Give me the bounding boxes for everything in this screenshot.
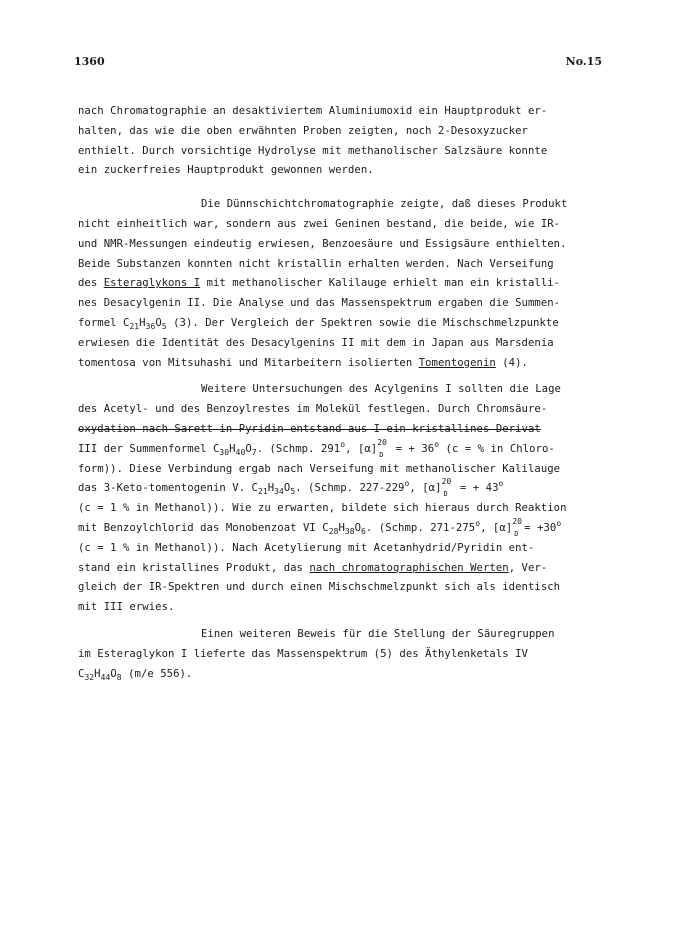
text-line: form)). Diese Verbindung ergab nach Verseifung mit methanolischer Kalilauge xyxy=(78,462,561,475)
text-line: Beide Substanzen konnten nicht kristallin erhalten werden. Nach Verseifung xyxy=(78,257,554,270)
paragraph-3 xyxy=(78,380,618,618)
text-line: gleich der IR-Spektren und durch einen Mischschmelzpunkt sich als identisch xyxy=(78,581,561,594)
paragraph-1 xyxy=(78,102,618,181)
text-line: $C_{32}H_{44}O_8$ (m/e 556). xyxy=(78,667,193,682)
text-line: III der Summenformel $C_{30}H_{40}O_7$. (Schmp. 291$^o$, [α] 20 D = + $36^o$ (c = % in Chloro- xyxy=(78,437,555,459)
text-line: nicht einheitlich war, sondern aus zwei Geninen bestand, die beide, wie IR- xyxy=(78,217,561,230)
text-line: nach Chromatographie an desaktiviertem Aluminiumoxid ein Hauptprodukt er- xyxy=(78,105,548,117)
paragraph-4 xyxy=(78,625,618,684)
text-line: tomentosa von Mitsuhashi und Mitarbeitern isolierten Tomentogenin (4). xyxy=(78,356,528,369)
text-line: ein zuckerfreies Hauptprodukt gewonnen werden. xyxy=(78,164,374,177)
text-line: und NMR-Messungen eindeutig erwiesen, Benzoesäure und Essigsäure enthielten. xyxy=(78,237,567,250)
body-text xyxy=(78,102,618,684)
underlined-term: nach chromatographischen Werten xyxy=(309,561,509,574)
text-line: mit III erwies. xyxy=(78,601,175,614)
text-line: Die Dünnschichtchromatographie zeigte, daß dieses Produkt xyxy=(201,198,568,211)
underlined-term: Esteraglykons I xyxy=(103,277,201,290)
text-line: nes Desacylgenin II. Die Analyse und das Massenspektrum ergaben die Summen- xyxy=(78,297,561,310)
text-line: des Acetyl- und des Benzoylrestes im Molekül festlegen. Durch Chromsäure- xyxy=(78,403,548,416)
underlined-term: Tomentogenin xyxy=(418,356,496,369)
text-line: Weitere Untersuchungen des Acylgenins I sollten die Lage xyxy=(201,383,561,396)
text-line: enthielt. Durch vorsichtige Hydrolyse mit methanolischer Salzsäure konnte xyxy=(78,144,548,157)
text-line: des Esteraglykons I mit methanolischer Kalilauge erhielt man ein kristalli- xyxy=(78,277,561,290)
text-line: erwiesen die Identität des Desacylgenins II mit dem in Japan aus Marsdenia xyxy=(78,336,554,349)
text-line: (c = 1 % in Methanol)). Wie zu erwarten, bildete sich hieraus durch Reaktion xyxy=(78,502,567,515)
text-line: formel $C_{21}H_{36}O_5$ (3). Der Vergleich der Spektren sowie die Mischschmelzpunkte xyxy=(78,316,559,331)
text-line: stand ein kristallines Produkt, das nach chromatographischen Werten, Ver- xyxy=(78,561,548,574)
struck-text-line: oxydation nach Sarett in Pyridin entstand aus I ein kristallines Derivat xyxy=(78,422,541,435)
issue-number: No.15 xyxy=(565,55,602,68)
paragraph-2 xyxy=(78,195,618,373)
text-line: Einen weiteren Beweis für die Stellung der Säuregruppen xyxy=(201,627,555,640)
text-line: im Esteraglykon I lieferte das Massenspektrum (5) des Äthylenketals IV xyxy=(78,647,528,660)
text-line: mit Benzoylchlorid das Monobenzoat VI $C_{28}H_{38}O_6$. (Schmp. 271-275$^o$, [α] 20 D = $+30^o$ xyxy=(78,516,562,538)
text-line: (c = 1 % in Methanol)). Nach Acetylierung mit Acetanhydrid/Pyridin ent- xyxy=(78,541,535,554)
text-line: halten, das wie die oben erwähnten Proben zeigten, noch 2-Desoxyzucker xyxy=(78,124,528,137)
text-line: das 3-Keto-tomentogenin V. $C_{21}H_{34}O_5$. (Schmp. 227-229$^o$, [α] 20 D = + $43^o$ xyxy=(78,477,504,499)
page-number: 1360 xyxy=(74,55,105,68)
